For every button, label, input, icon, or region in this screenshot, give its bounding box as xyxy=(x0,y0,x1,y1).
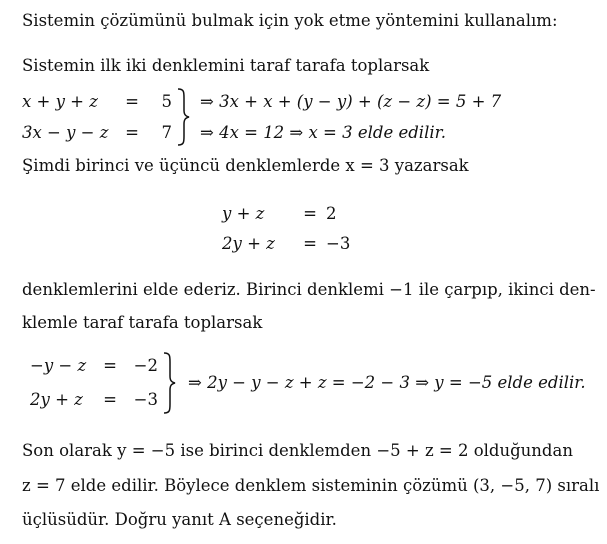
sys3-result: ⇒ 2y − y − z + z = −2 − 3 ⇒ y = −5 elde edilir. xyxy=(188,373,586,392)
sys1-result-1: ⇒ 3x + x + (y − y) + (z − z) = 5 + 7 xyxy=(200,92,502,111)
sys2-eq1-rhs: 2 xyxy=(326,204,337,223)
right-brace-icon xyxy=(176,88,190,146)
sys2-eq2-sign: = xyxy=(303,234,317,253)
sys3-eq1-lhs: −y − z xyxy=(30,356,87,375)
sys1-eq1-rhs: 5 xyxy=(161,92,172,111)
sys1-eq2-lhs: 3x − y − z xyxy=(22,123,109,142)
conclusion-line3: üçlüsüdür. Doğru yanıt A seçeneğidir. xyxy=(22,510,337,529)
step3-text-line2: klemle taraf tarafa toplarsak xyxy=(22,313,263,332)
sys1-eq1-sign: = xyxy=(125,92,139,111)
sys3-eq2-lhs: 2y + z xyxy=(30,390,83,409)
conclusion-line1: Son olarak y = −5 ise birinci denklemden −5 + z = 2 olduğundan xyxy=(22,441,573,460)
sys2-eq1-sign: = xyxy=(303,204,317,223)
step3-text-line1: denklemlerini elde ederiz. Birinci denklemi −1 ile çarpıp, ikinci den- xyxy=(22,280,596,299)
sys2-eq1-lhs: y + z xyxy=(222,204,265,223)
sys1-eq1-lhs: x + y + z xyxy=(22,92,98,111)
sys1-eq2-sign: = xyxy=(125,123,139,142)
step2-text: Şimdi birinci ve üçüncü denklemlerde x = 3 yazarsak xyxy=(22,156,469,175)
sys1-result-2: ⇒ 4x = 12 ⇒ x = 3 elde edilir. xyxy=(200,123,446,142)
sys3-eq2-sign: = xyxy=(103,390,117,409)
step1-text: Sistemin ilk iki denklemini taraf tarafa toplarsak xyxy=(22,56,430,75)
equation-system-1 xyxy=(0,88,607,148)
right-brace-icon xyxy=(162,352,176,414)
sys1-eq2-rhs: 7 xyxy=(161,123,172,142)
sys2-eq2-rhs: −3 xyxy=(326,234,351,253)
intro-line: Sistemin çözümünü bulmak için yok etme yöntemini kullanalım: xyxy=(22,11,558,30)
equation-system-3 xyxy=(0,352,607,414)
conclusion-line2: z = 7 elde edilir. Böylece denklem sisteminin çözümü (3, −5, 7) sıralı xyxy=(22,476,600,495)
sys3-eq1-rhs: −2 xyxy=(133,356,158,375)
equation-system-2 xyxy=(0,200,607,260)
sys3-eq1-sign: = xyxy=(103,356,117,375)
sys3-eq2-rhs: −3 xyxy=(133,390,158,409)
sys2-eq2-lhs: 2y + z xyxy=(222,234,275,253)
